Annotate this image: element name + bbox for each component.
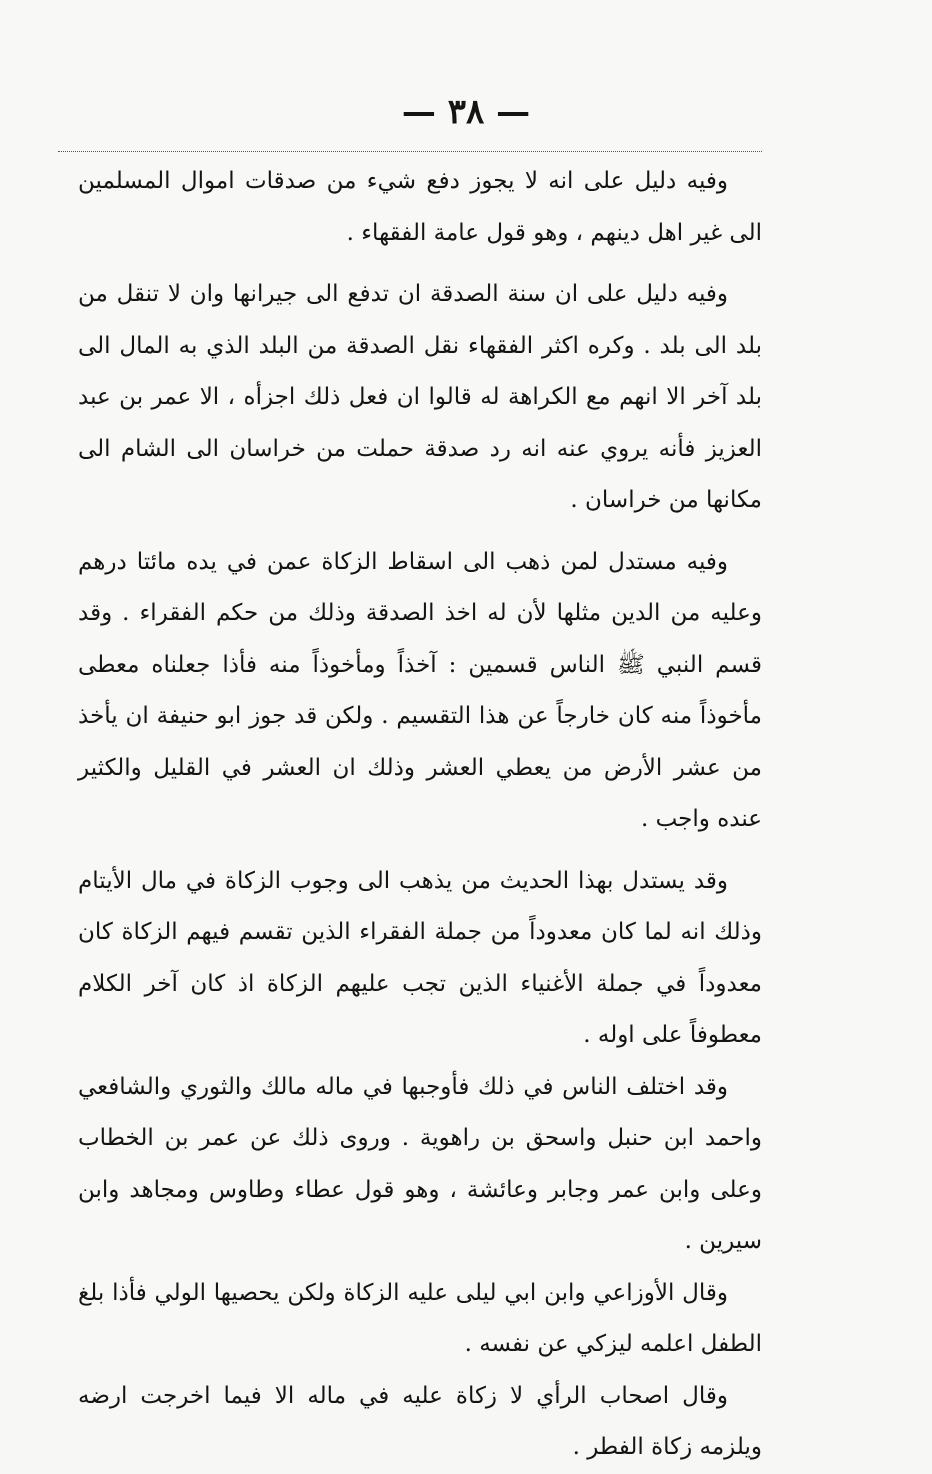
paragraph-6: وقال الأوزاعي وابن ابي ليلى عليه الزكاة ولكن يحصيها الولي فأذا بلغ الطفل اعلمه ليزكي عن نفسه .	[78, 1279, 762, 1357]
paragraph-2: وفيه دليل على ان سنة الصدقة ان تدفع الى جيرانها وان لا تنقل من بلد الى بلد . وكره اكثر الفقهاء نقل الصدقة من البلد الذي به المال الى بلد آخر الا انهم مع الكراهة له قالوا ان فعل ذلك اجزأه ، الا عمر بن عبد العزيز فأنه يروي عنه انه رد صدقة حملت من خراسان الى الشام الى مكانها من خراسان .	[78, 281, 762, 513]
header-divider	[58, 151, 762, 152]
page-number: — ٣٨ —	[401, 92, 531, 132]
paragraph-7: وقال اصحاب الرأي لا زكاة عليه في ماله الا فيما اخرجت ارضه ويلزمه زكاة الفطر .	[78, 1382, 762, 1460]
page-body	[78, 156, 762, 1474]
paragraph-3: وفيه مستدل لمن ذهب الى اسقاط الزكاة عمن في يده مائتا درهم وعليه من الدين مثلها لأن له اخذ الصدقة وذلك من حكم الفقراء . وقد قسم النبي ﷺ الناس قسمين : آخذاً ومأخوذاً منه فأذا جعلناه معطى مأخوذاً منه كان خارجاً عن هذا التقسيم . ولكن قد جوز ابو حنيفة ان يأخذ من عشر الأرض من يعطي العشر وذلك ان العشر في القليل والكثير عنده واجب .	[78, 548, 762, 832]
paragraph-4: وقد يستدل بهذا الحديث من يذهب الى وجوب الزكاة في مال الأيتام وذلك انه لما كان معدوداً من جملة الفقراء الذين تقسم فيهم الزكاة كان معدوداً في جملة الأغنياء الذين تجب عليهم الزكاة اذ كان آخر الكلام معطوفاً على اوله .	[78, 867, 762, 1048]
paragraph-5: وقد اختلف الناس في ذلك فأوجبها في ماله مالك والثوري والشافعي واحمد ابن حنبل واسحق بن راهوية . وروى ذلك عن عمر بن الخطاب وعلى وابن عمر وجابر وعائشة ، وهو قول عطاء وطاوس ومجاهد وابن سيرين .	[78, 1073, 762, 1254]
paragraph-1: وفيه دليل على انه لا يجوز دفع شيء من صدقات اموال المسلمين الى غير اهل دينهم ، وهو قول عامة الفقهاء .	[78, 168, 762, 246]
